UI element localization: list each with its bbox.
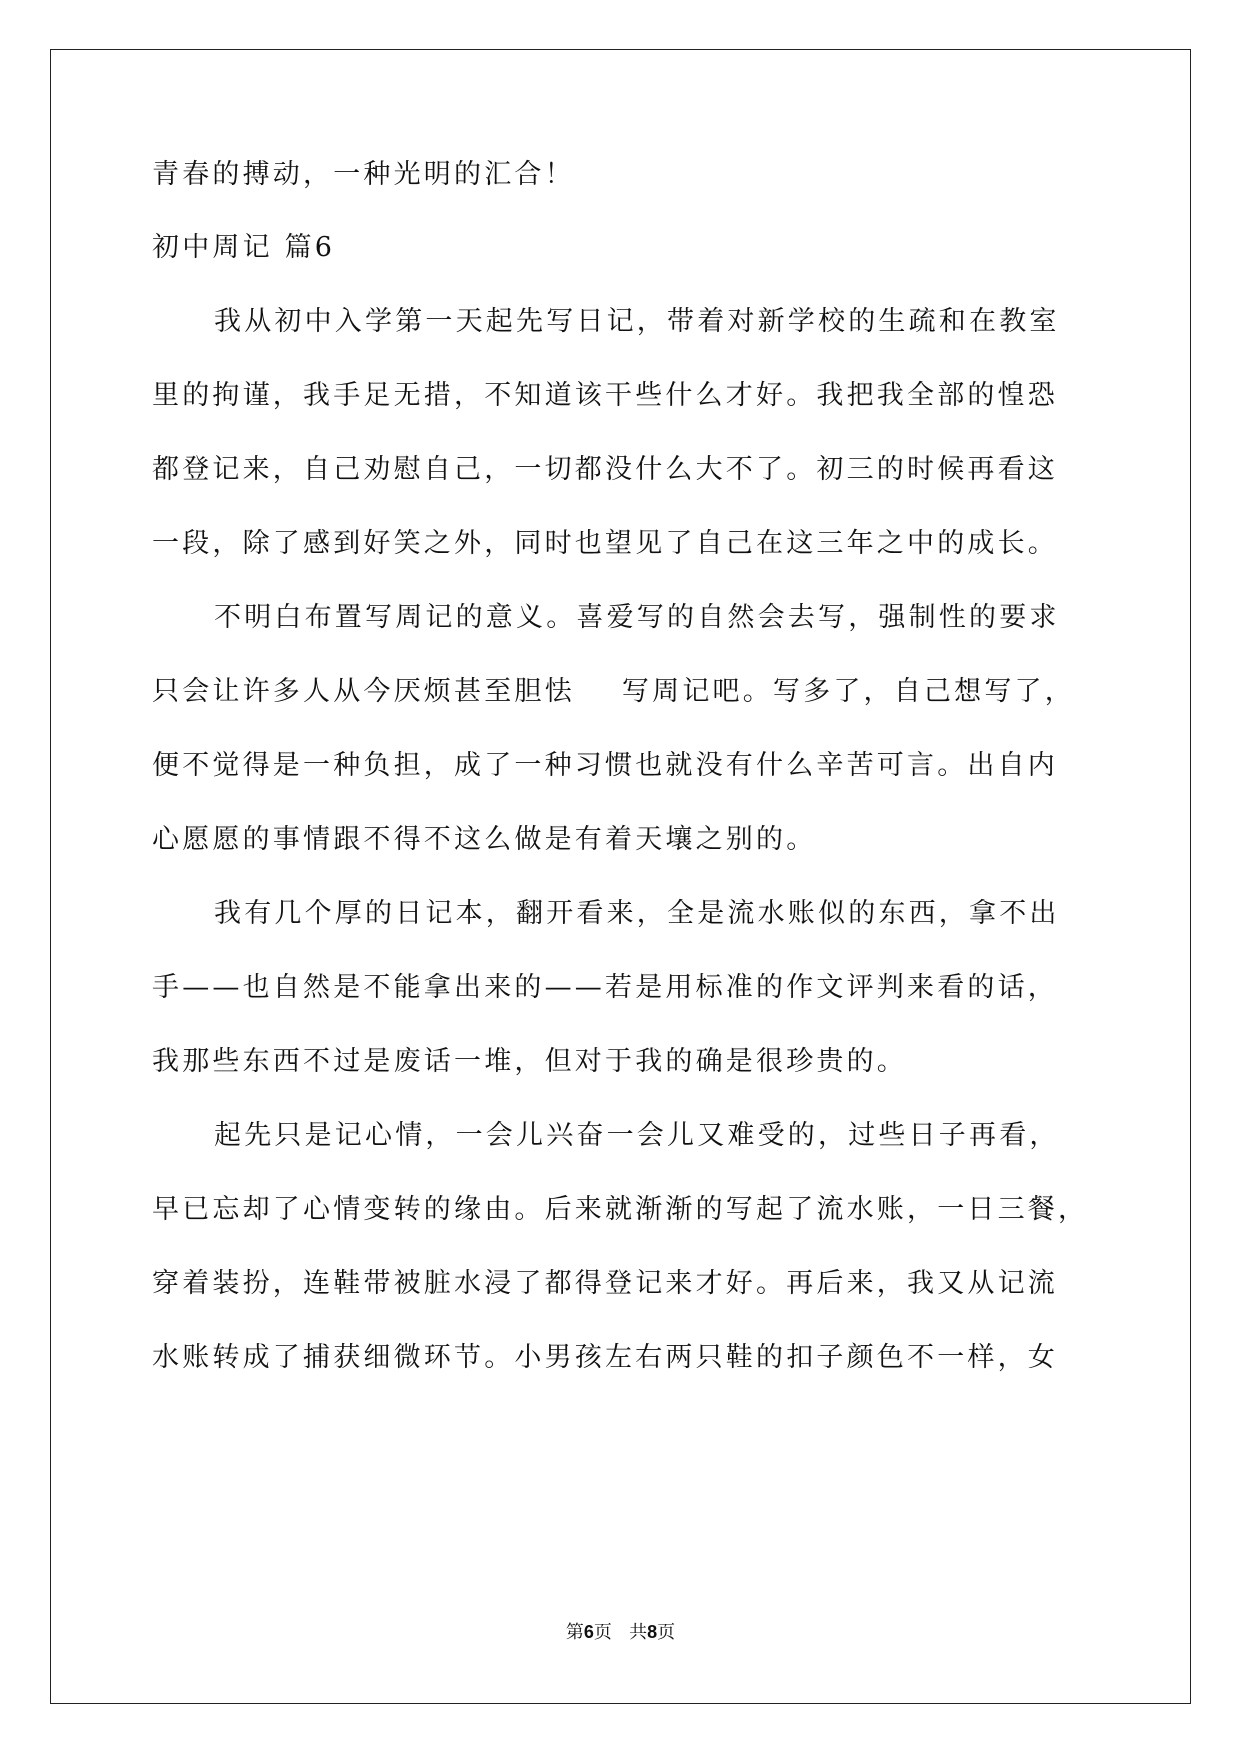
text-line: 早已忘却了心情变转的缘由。后来就渐渐的写起了流水账，一日三餐，	[152, 1194, 1089, 1225]
text-line: 穿着装扮，连鞋带被脏水浸了都得登记来才好。再后来，我又从记流	[152, 1268, 1058, 1299]
text-line: 只会让许多人从今厌烦甚至胆怯 写周记吧。写多了，自己想写了，	[152, 676, 1075, 707]
text-line: 青春的搏动，一种光明的汇合！	[152, 159, 575, 190]
page-border	[50, 49, 1191, 1704]
text-line: 不明白布置写周记的意义。喜爱写的自然会去写，强制性的要求	[214, 602, 1060, 633]
text-line: 我有几个厚的日记本，翻开看来，全是流水账似的东西，拿不出	[214, 898, 1060, 929]
text-line: 我那些东西不过是废话一堆，但对于我的确是很珍贵的。	[152, 1046, 907, 1077]
footer-suffix: 页	[657, 1622, 676, 1643]
footer-middle: 页 共	[593, 1622, 648, 1643]
text-line: 手——也自然是不能拿出来的——若是用标准的作文评判来看的话，	[152, 972, 1058, 1003]
total-pages-number: 8	[647, 1622, 658, 1642]
text-line: 里的拘谨，我手足无措，不知道该干些什么才好。我把我全部的惶恐	[152, 380, 1058, 411]
page-footer	[0, 1618, 1241, 1644]
section-heading: 初中周记 篇6	[152, 232, 336, 263]
current-page-number: 6	[583, 1622, 594, 1642]
text-line: 心愿愿的事情跟不得不这么做是有着天壤之别的。	[152, 824, 817, 855]
text-line: 我从初中入学第一天起先写日记，带着对新学校的生疏和在教室	[214, 306, 1060, 337]
footer-prefix: 第	[565, 1622, 584, 1643]
text-line: 起先只是记心情，一会儿兴奋一会儿又难受的，过些日子再看，	[214, 1120, 1060, 1151]
text-line: 水账转成了捕获细微环节。小男孩左右两只鞋的扣子颜色不一样，女	[152, 1342, 1058, 1373]
text-line: 便不觉得是一种负担，成了一种习惯也就没有什么辛苦可言。出自内	[152, 750, 1058, 781]
text-line: 一段，除了感到好笑之外，同时也望见了自己在这三年之中的成长。	[152, 528, 1058, 559]
text-line: 都登记来，自己劝慰自己，一切都没什么大不了。初三的时候再看这	[152, 454, 1058, 485]
